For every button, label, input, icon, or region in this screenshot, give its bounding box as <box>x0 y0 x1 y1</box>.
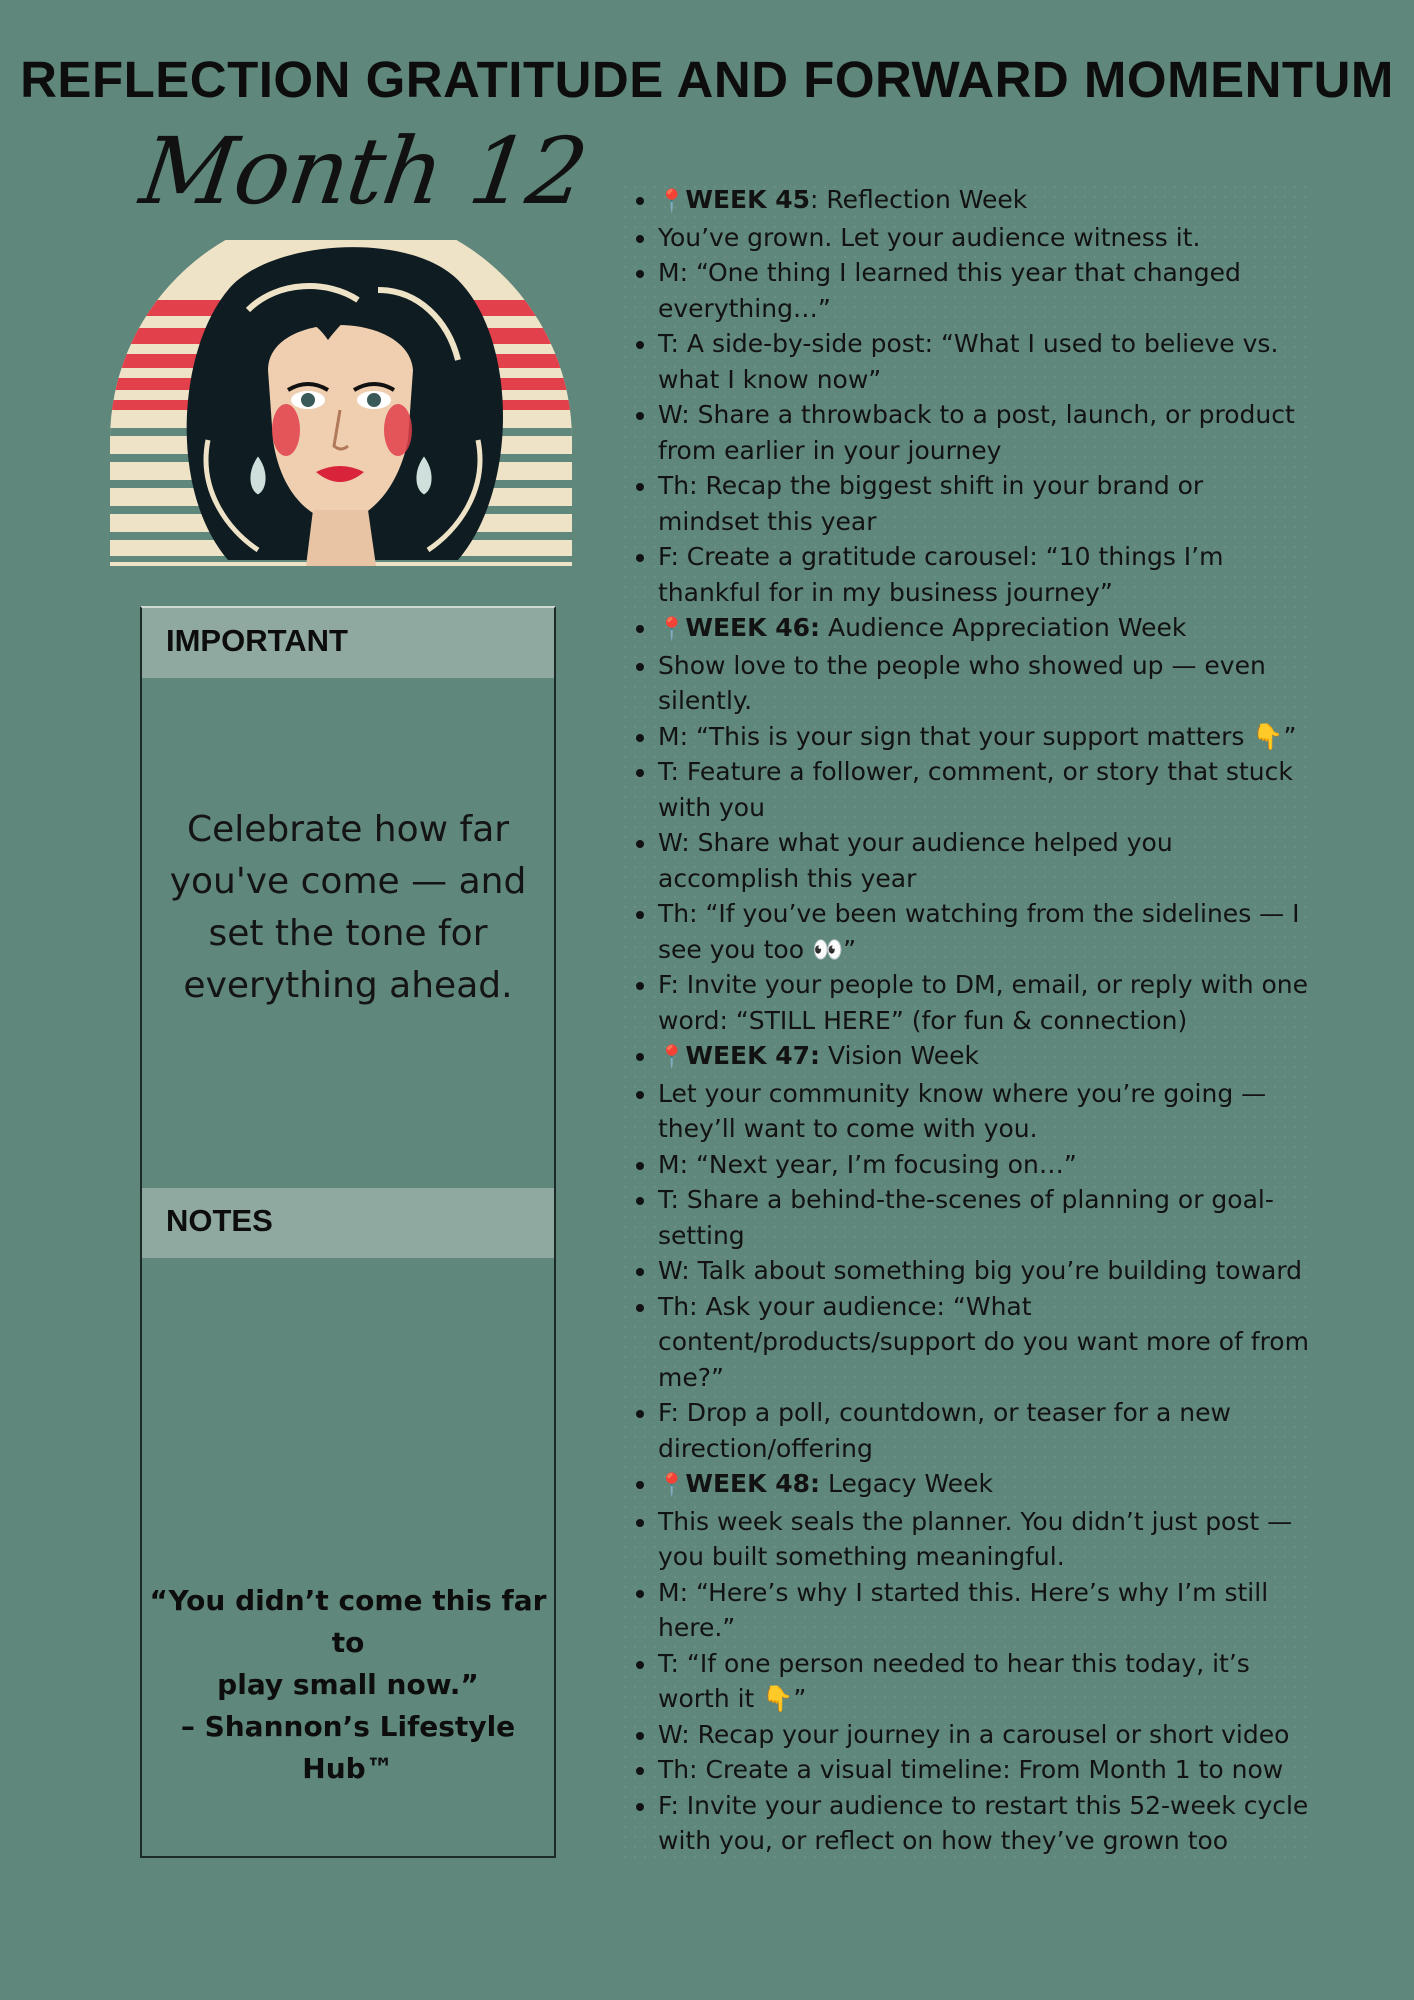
week-list <box>620 182 1310 1859</box>
list-item: • M: “One thing I learned this year that changed everything…” <box>658 255 1310 326</box>
important-text: Celebrate how far you've come — and set the tone for everything ahead. <box>169 809 527 1006</box>
week-label: WEEK 46: <box>685 613 821 642</box>
list-item: • T: Feature a follower, comment, or story that stuck with you <box>658 754 1310 825</box>
week-heading <box>658 610 1310 648</box>
list-item: • T: A side-by-side post: “What I used to believe vs. what I know now” <box>658 326 1310 397</box>
list-item: • F: Create a gratitude carousel: “10 things I’m thankful for in my business journey” <box>658 539 1310 610</box>
pin-icon: 📍 <box>658 1473 686 1498</box>
pin-icon: 📍 <box>658 189 686 214</box>
week-name: Legacy Week <box>820 1469 994 1498</box>
list-item: • Show love to the people who showed up — even silently. <box>658 648 1310 719</box>
list-item: • W: Share what your audience helped you accomplish this year <box>658 825 1310 896</box>
list-item: • W: Talk about something big you’re building toward <box>658 1253 1310 1289</box>
week-heading <box>658 1466 1310 1504</box>
list-item: • T: Share a behind-the-scenes of planning or goal-setting <box>658 1182 1310 1253</box>
list-item: • M: “Next year, I’m focusing on…” <box>658 1147 1310 1183</box>
important-header: IMPORTANT <box>142 608 554 678</box>
list-item: • Let your community know where you’re going — they’ll want to come with you. <box>658 1076 1310 1147</box>
page-title: REFLECTION GRATITUDE AND FORWARD MOMENTUM <box>20 51 1394 108</box>
quote-attribution: – Shannon’s Lifestyle Hub™ <box>180 1710 516 1785</box>
weekly-plan <box>620 182 1310 1859</box>
list-item: • You’ve grown. Let your audience witness it. <box>658 220 1310 256</box>
week-name: Reflection Week <box>818 185 1028 214</box>
list-item: • F: Drop a poll, countdown, or teaser for a new direction/offering <box>658 1395 1310 1466</box>
quote-line: play small now.” <box>217 1668 479 1701</box>
list-item: • F: Invite your audience to restart this 52-week cycle with you, or reflect on how they’ve grown too <box>658 1788 1310 1859</box>
list-item: • Th: Create a visual timeline: From Month 1 to now <box>658 1752 1310 1788</box>
important-notes-panel <box>140 606 556 1858</box>
list-item: • T: “If one person needed to hear this today, it’s worth it 👇” <box>658 1646 1310 1717</box>
week-label: WEEK 47: <box>685 1041 821 1070</box>
list-item: • Th: Ask your audience: “What content/products/support do you want more of from me?” <box>658 1289 1310 1396</box>
week-name: Audience Appreciation Week <box>820 613 1187 642</box>
list-item: • M: “This is your sign that your support matters 👇” <box>658 719 1310 755</box>
week-label: WEEK 48: <box>685 1469 821 1498</box>
week-label-separator: : <box>810 185 819 214</box>
notes-header: NOTES <box>142 1188 554 1258</box>
woman-portrait-sunset-icon <box>108 240 574 566</box>
month-label: Month 12 <box>134 118 593 225</box>
week-name: Vision Week <box>820 1041 980 1070</box>
list-item: • M: “Here’s why I started this. Here’s why I’m still here.” <box>658 1575 1310 1646</box>
pin-icon: 📍 <box>658 1045 686 1070</box>
list-item: • W: Share a throwback to a post, launch, or product from earlier in your journey <box>658 397 1310 468</box>
week-label: WEEK 45 <box>685 185 811 214</box>
list-item: • This week seals the planner. You didn’t just post — you built something meaningful. <box>658 1504 1310 1575</box>
quote <box>138 1580 558 1790</box>
list-item: • Th: Recap the biggest shift in your brand or mindset this year <box>658 468 1310 539</box>
list-item: • Th: “If you’ve been watching from the sidelines — I see you too 👀” <box>658 896 1310 967</box>
list-item: • F: Invite your people to DM, email, or reply with one word: “STILL HERE” (for fun & connection) <box>658 967 1310 1038</box>
list-item: • W: Recap your journey in a carousel or short video <box>658 1717 1310 1753</box>
pin-icon: 📍 <box>658 617 686 642</box>
quote-line: “You didn’t come this far to <box>149 1584 547 1659</box>
week-heading <box>658 1038 1310 1076</box>
week-heading <box>658 182 1310 220</box>
